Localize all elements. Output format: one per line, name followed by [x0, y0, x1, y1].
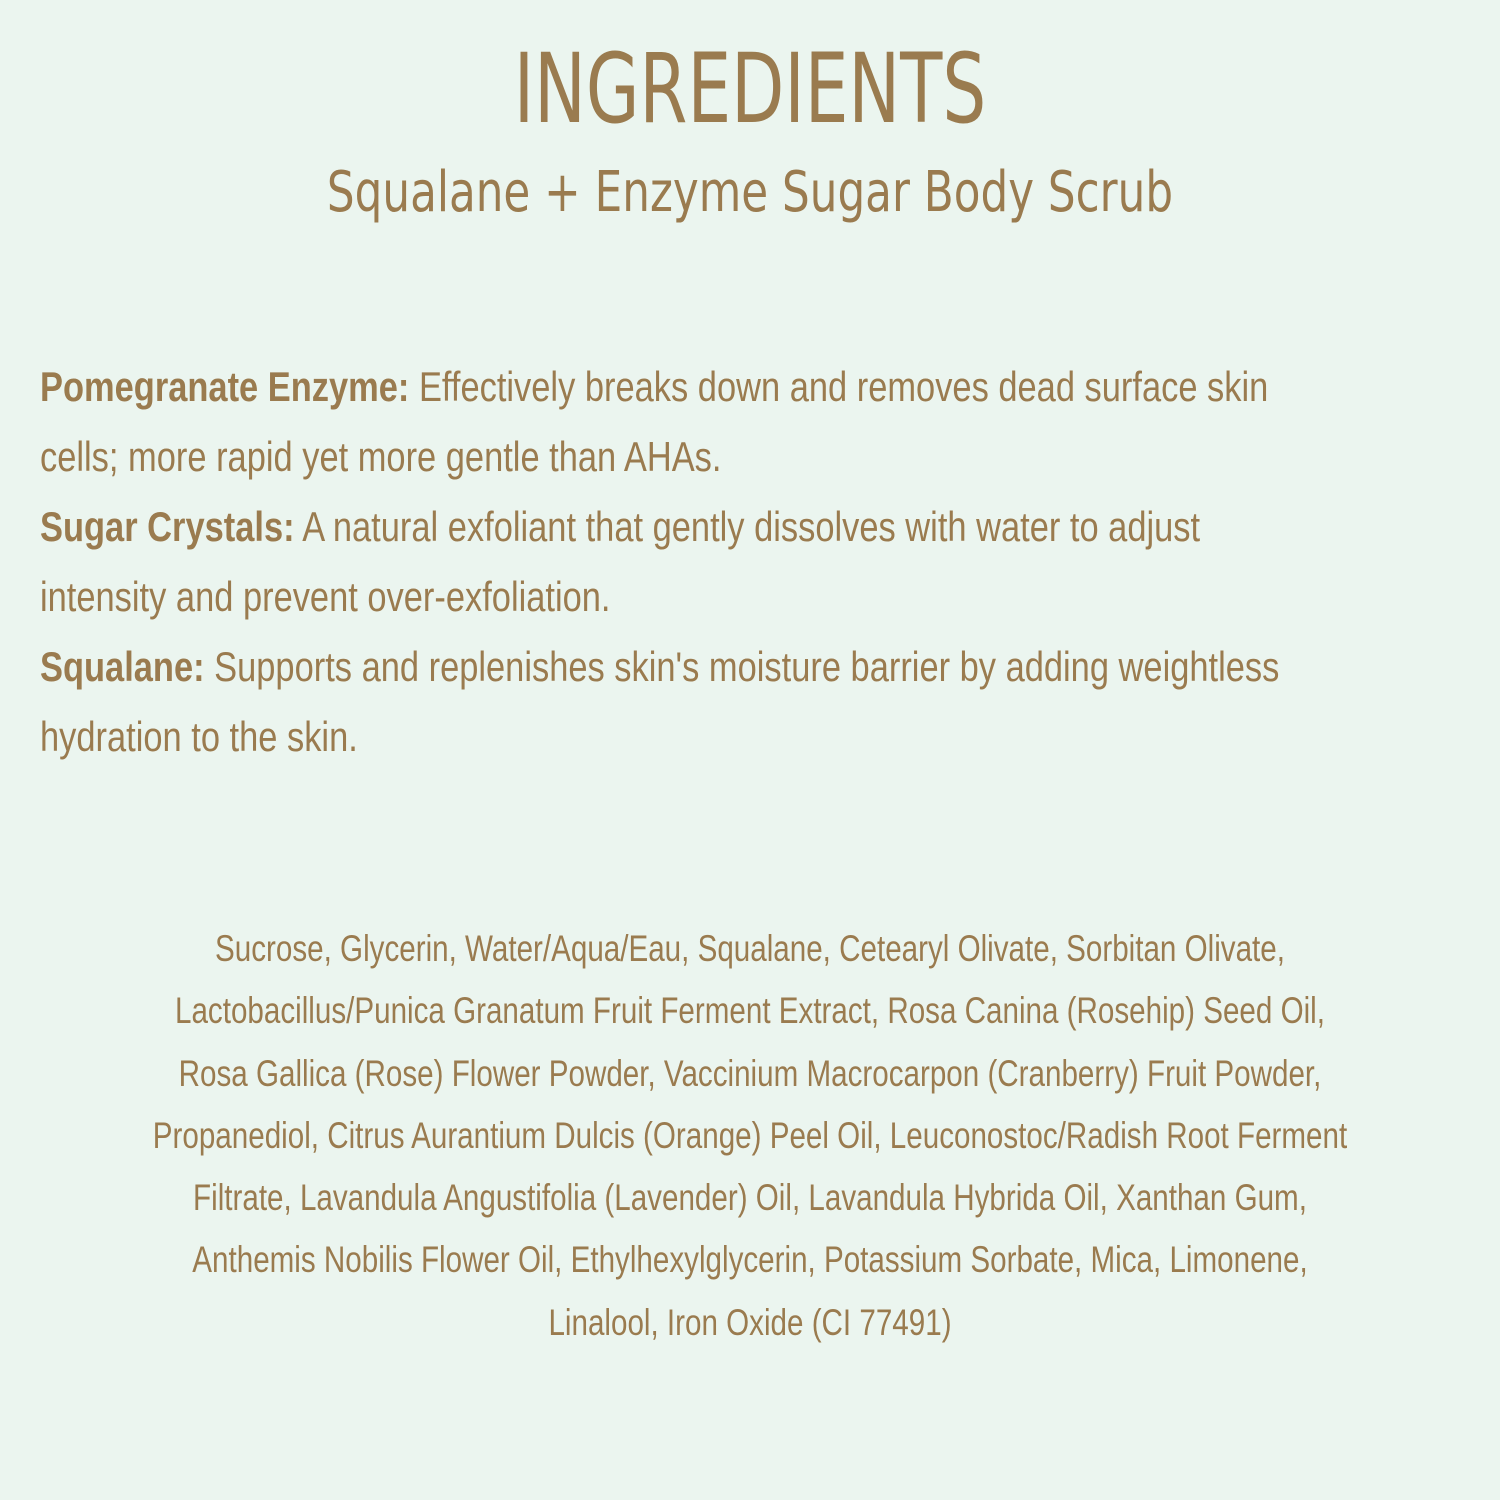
full-ingredient-list — [0, 918, 1500, 1354]
ingredient-list-line: Filtrate, Lavandula Angustifolia (Lavender) Oil, Lavandula Hybrida Oil, Xanthan Gum, — [193, 1177, 1307, 1219]
ingredient-list-line: Anthemis Nobilis Flower Oil, Ethylhexylglycerin, Potassium Sorbate, Mica, Limonene, — [192, 1239, 1308, 1281]
key-ingredient-name: Pomegranate Enzyme: — [40, 363, 410, 410]
key-ingredient-line — [40, 352, 1269, 422]
page-title: INGREDIENTS — [513, 33, 987, 145]
key-ingredient-description-cont: intensity and prevent over-exfoliation. — [40, 573, 611, 620]
key-ingredient-line — [40, 492, 1204, 562]
key-ingredient-squalane — [40, 632, 1460, 772]
ingredient-list-line: Sucrose, Glycerin, Water/Aqua/Eau, Squalane, Cetearyl Olivate, Sorbitan Olivate, — [215, 928, 1285, 969]
key-ingredient-description: A natural exfoliant that gently dissolves with water to adjust — [294, 503, 1201, 550]
key-ingredient-name: Squalane: — [40, 643, 205, 690]
key-ingredient-description-cont: hydration to the skin. — [40, 713, 358, 760]
ingredient-list-line: Propanediol, Citrus Aurantium Dulcis (Orange) Peel Oil, Leuconostoc/Radish Root Ferment — [152, 1114, 1348, 1156]
product-name: Squalane + Enzyme Sugar Body Scrub — [326, 160, 1174, 225]
key-ingredient-line — [40, 632, 1280, 702]
ingredient-list-line: Lactobacillus/Punica Granatum Fruit Ferment Extract, Rosa Canina (Rosehip) Seed Oil, — [175, 990, 1325, 1032]
key-ingredient-sugar — [40, 492, 1460, 632]
key-ingredient-description-cont: cells; more rapid yet more gentle than AHAs. — [40, 433, 722, 480]
key-ingredient-name: Sugar Crystals: — [40, 503, 295, 550]
ingredient-list-line: Linalool, Iron Oxide (CI 77491) — [548, 1301, 952, 1343]
ingredient-list-line: Rosa Gallica (Rose) Flower Powder, Vaccinium Macrocarpon (Cranberry) Fruit Powder, — [178, 1052, 1322, 1094]
key-ingredients — [40, 352, 1460, 772]
key-ingredient-description: Supports and replenishes skin's moisture barrier by adding weightless — [204, 643, 1280, 690]
key-ingredient-pomegranate — [40, 352, 1460, 492]
key-ingredient-description: Effectively breaks down and removes dead surface skin — [409, 363, 1269, 410]
